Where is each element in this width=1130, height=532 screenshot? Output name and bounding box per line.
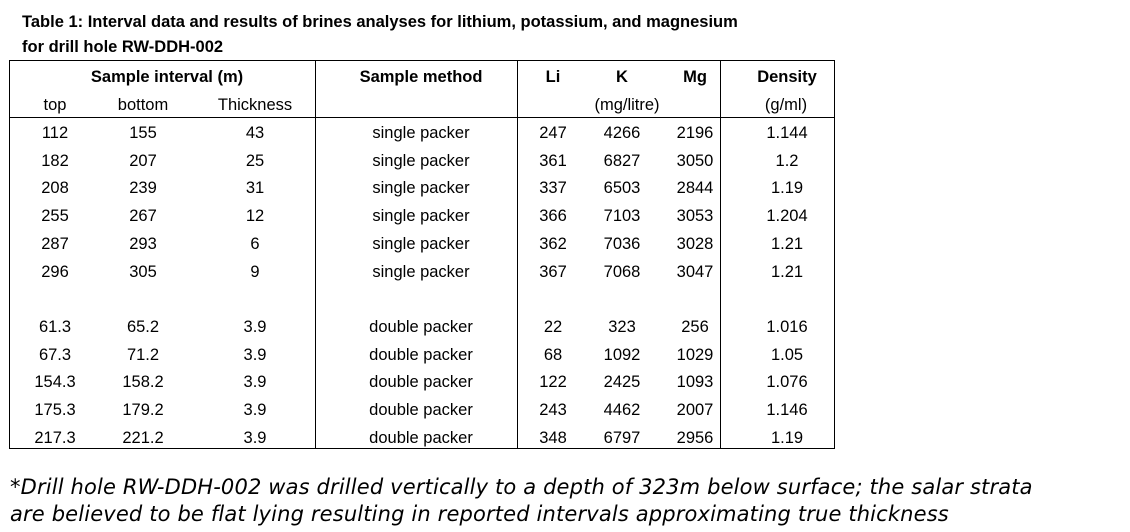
table-row <box>10 123 834 143</box>
header-divider <box>10 117 834 118</box>
cell-thickness: 3.9 <box>243 345 267 364</box>
header-concentration-unit: (mg/litre) <box>594 96 660 114</box>
cell-top: 154.3 <box>34 373 76 392</box>
cell-mg: 2007 <box>676 401 714 420</box>
cell-k: 1092 <box>603 345 641 364</box>
header-density-unit: (g/ml) <box>764 96 808 114</box>
cell-top: 182 <box>41 151 69 170</box>
cell-method: single packer <box>372 234 470 253</box>
cell-mg: 3047 <box>676 262 714 281</box>
cell-top: 112 <box>41 124 69 142</box>
header-density: Density <box>757 68 817 86</box>
cell-bottom: 65.2 <box>126 318 160 336</box>
cell-li: 361 <box>539 151 567 170</box>
cell-bottom: 179.2 <box>122 401 164 420</box>
cell-density: 1.204 <box>766 207 808 226</box>
cell-thickness: 31 <box>245 179 265 198</box>
cell-thickness: 9 <box>250 262 260 281</box>
cell-mg: 3028 <box>676 234 714 253</box>
cell-thickness: 3.9 <box>243 401 267 420</box>
cell-li: 362 <box>539 234 567 253</box>
cell-li: 122 <box>539 373 567 392</box>
cell-top: 208 <box>41 179 69 198</box>
cell-k: 2425 <box>603 373 641 392</box>
header-mg: Mg <box>683 68 707 86</box>
header-li: Li <box>545 68 561 86</box>
cell-k: 4266 <box>603 124 641 142</box>
cell-thickness: 3.9 <box>243 428 267 447</box>
caption-line-1: Table 1: Interval data and results of brines analyses for lithium, potassium, and magnesium <box>22 13 738 31</box>
cell-mg: 2844 <box>676 179 714 198</box>
cell-density: 1.05 <box>770 345 804 364</box>
cell-method: single packer <box>372 179 470 198</box>
cell-density: 1.21 <box>770 262 804 281</box>
cell-li: 367 <box>539 262 567 281</box>
cell-bottom: 158.2 <box>122 373 164 392</box>
cell-method: double packer <box>369 401 473 420</box>
cell-top: 175.3 <box>34 401 76 420</box>
cell-li: 243 <box>539 401 567 420</box>
cell-top: 67.3 <box>38 345 72 364</box>
cell-li: 22 <box>543 318 563 336</box>
cell-bottom: 239 <box>129 179 157 198</box>
cell-method: single packer <box>372 151 470 170</box>
cell-thickness: 6 <box>250 234 260 253</box>
table-caption <box>22 10 882 60</box>
cell-method: single packer <box>372 124 470 142</box>
cell-method: single packer <box>372 262 470 281</box>
cell-mg: 2956 <box>676 428 714 447</box>
cell-density: 1.076 <box>766 373 808 392</box>
cell-bottom: 267 <box>129 207 157 226</box>
cell-bottom: 293 <box>129 234 157 253</box>
header-k: K <box>616 68 628 86</box>
cell-mg: 256 <box>681 318 709 336</box>
cell-thickness: 3.9 <box>243 373 267 392</box>
cell-density: 1.016 <box>766 318 808 336</box>
table-row <box>10 428 834 448</box>
cell-density: 1.144 <box>766 124 808 142</box>
cell-thickness: 12 <box>245 207 265 226</box>
cell-thickness: 43 <box>245 124 265 142</box>
cell-top: 61.3 <box>38 318 72 336</box>
cell-thickness: 25 <box>245 151 265 170</box>
table-row <box>10 262 834 282</box>
cell-k: 4462 <box>603 401 641 420</box>
table-row <box>10 206 834 226</box>
cell-density: 1.21 <box>770 234 804 253</box>
cell-bottom: 305 <box>129 262 157 281</box>
cell-mg: 1093 <box>676 373 714 392</box>
cell-bottom: 207 <box>129 151 157 170</box>
header-sample-method: Sample method <box>359 68 483 86</box>
cell-density: 1.19 <box>770 428 804 447</box>
cell-top: 217.3 <box>34 428 76 447</box>
cell-mg: 3050 <box>676 151 714 170</box>
cell-k: 323 <box>608 318 636 336</box>
cell-li: 68 <box>543 345 563 364</box>
header-bottom: bottom <box>117 96 169 114</box>
brine-results-table <box>9 60 835 449</box>
caption-line-2: for drill hole RW-DDH-002 <box>22 38 224 56</box>
cell-bottom: 71.2 <box>126 345 160 364</box>
cell-k: 7036 <box>603 234 641 253</box>
cell-density: 1.19 <box>770 179 804 198</box>
header-sample-interval: Sample interval (m) <box>90 68 244 86</box>
cell-top: 255 <box>41 207 69 226</box>
cell-li: 337 <box>539 179 567 198</box>
cell-k: 6827 <box>603 151 641 170</box>
table-row <box>10 372 834 392</box>
cell-li: 247 <box>539 124 567 142</box>
cell-k: 6503 <box>603 179 641 198</box>
cell-mg: 2196 <box>676 124 714 142</box>
cell-top: 287 <box>41 234 69 253</box>
cell-k: 7103 <box>603 207 641 226</box>
cell-mg: 3053 <box>676 207 714 226</box>
cell-bottom: 221.2 <box>122 428 164 447</box>
cell-li: 366 <box>539 207 567 226</box>
table-row <box>10 345 834 365</box>
cell-method: double packer <box>369 373 473 392</box>
table-row <box>10 317 834 337</box>
table-row <box>10 151 834 171</box>
cell-mg: 1029 <box>676 345 714 364</box>
cell-k: 6797 <box>603 428 641 447</box>
cell-method: double packer <box>369 318 473 336</box>
cell-method: single packer <box>372 207 470 226</box>
cell-thickness: 3.9 <box>243 318 267 336</box>
cell-top: 296 <box>41 262 69 281</box>
cell-density: 1.2 <box>775 151 799 170</box>
table-row <box>10 234 834 254</box>
cell-method: double packer <box>369 345 473 364</box>
cell-li: 348 <box>539 428 567 447</box>
footnote-line-2: are believed to be flat lying resulting in reported intervals approximating true thickness <box>10 502 949 526</box>
table-row <box>10 178 834 198</box>
cell-density: 1.146 <box>766 401 808 420</box>
cell-bottom: 155 <box>129 124 157 142</box>
cell-k: 7068 <box>603 262 641 281</box>
cell-method: double packer <box>369 428 473 447</box>
footnote-line-1: *Drill hole RW-DDH-002 was drilled vertically to a depth of 323m below surface; the salar strata <box>10 475 1033 499</box>
footnote <box>10 474 1125 528</box>
table-row <box>10 400 834 420</box>
header-thickness: Thickness <box>217 96 293 114</box>
header-top: top <box>43 96 67 114</box>
